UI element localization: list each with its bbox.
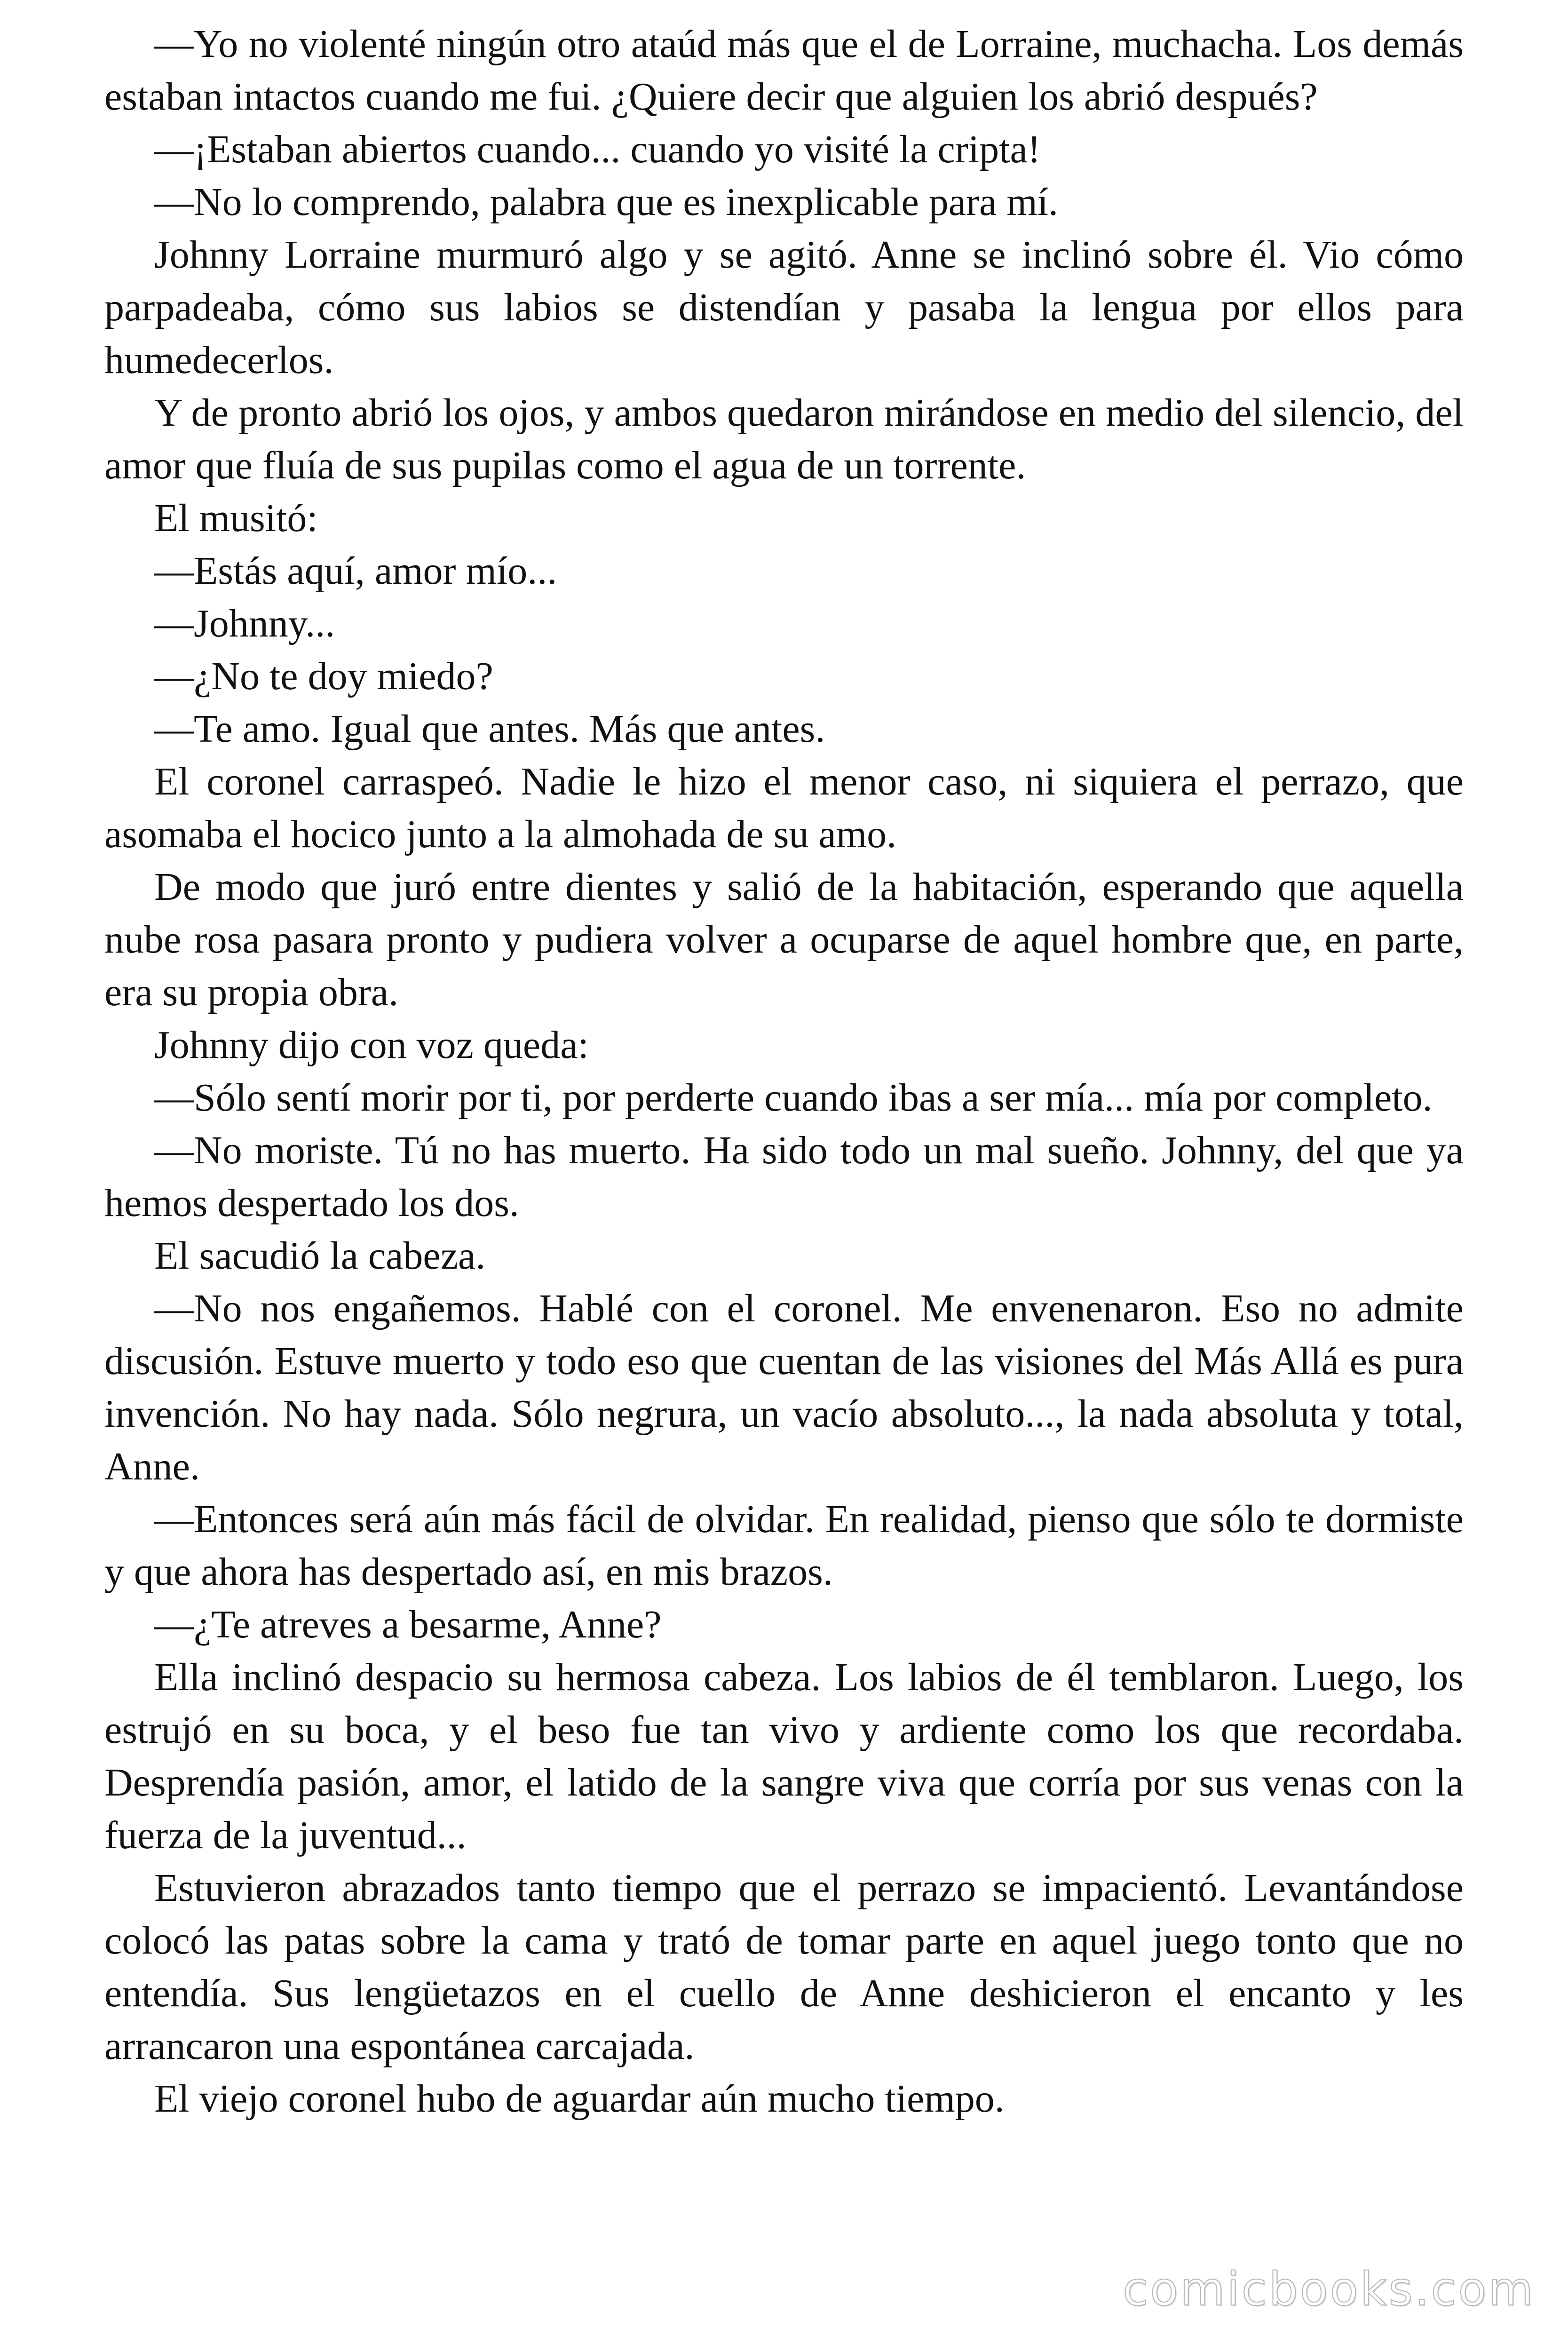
paragraph: —¡Estaban abiertos cuando... cuando yo visité la cripta! [154, 127, 1041, 171]
paragraph: El coronel carraspeó. Nadie le hizo el menor caso, ni siquiera el perrazo, que asomaba el hocico junto a la almohada de su amo. [104, 760, 1464, 856]
paragraph: El viejo coronel hubo de aguardar aún mucho tiempo. [154, 2077, 1005, 2121]
page-text [104, 18, 1464, 2125]
paragraph: —Te amo. Igual que antes. Más que antes. [154, 707, 825, 751]
watermark: comicbooks.com [1123, 2263, 1535, 2316]
paragraph: Johnny dijo con voz queda: [154, 1023, 589, 1067]
paragraph: Johnny Lorraine murmuró algo y se agitó. Anne se inclinó sobre él. Vio cómo parpadeaba, cómo sus labios se distendían y pasaba la lengua por ellos para humedecerlos. [104, 233, 1464, 382]
paragraph: Estuvieron abrazados tanto tiempo que el perrazo se impacientó. Levantándose colocó las patas sobre la cama y trató de tomar parte en aquel juego tonto que no entendía. Sus lengüetazos en el cuello de Anne deshicieron el encanto y les arrancaron una espontánea carcajada. [104, 1866, 1464, 2068]
paragraph: —No lo comprendo, palabra que es inexplicable para mí. [154, 180, 1058, 224]
paragraph: —¿No te doy miedo? [154, 654, 493, 698]
paragraph: El sacudió la cabeza. [154, 1234, 486, 1278]
paragraph: —¿Te atreves a besarme, Anne? [154, 1603, 662, 1646]
paragraph: Y de pronto abrió los ojos, y ambos quedaron mirándose en medio del silencio, del amor que fluía de sus pupilas como el agua de un torrente. [104, 391, 1464, 487]
paragraph: —No nos engañemos. Hablé con el coronel. Me envenenaron. Eso no admite discusión. Estuve muerto y todo eso que cuentan de las visiones del Más Allá es pura invención. No hay nada. Sólo negrura, un vacío absoluto..., la nada absoluta y total, Anne. [104, 1287, 1464, 1488]
paragraph: —Sólo sentí morir por ti, por perderte cuando ibas a ser mía... mía por completo. [154, 1076, 1433, 1120]
paragraph: —Yo no violenté ningún otro ataúd más que el de Lorraine, muchacha. Los demás estaban intactos cuando me fui. ¿Quiere decir que alguien los abrió después? [104, 22, 1464, 119]
paragraph: —Estás aquí, amor mío... [154, 549, 557, 593]
paragraph: —Johnny... [154, 602, 335, 645]
paragraph: —No moriste. Tú no has muerto. Ha sido todo un mal sueño. Johnny, del que ya hemos despertado los dos. [104, 1128, 1464, 1225]
paragraph: Ella inclinó despacio su hermosa cabeza. Los labios de él temblaron. Luego, los estrujó en su boca, y el beso fue tan vivo y ardiente como los que recordaba. Desprendía pasión, amor, el latido de la sangre viva que corría por sus venas con la fuerza de la juventud... [104, 1655, 1464, 1857]
paragraph: El musitó: [154, 496, 318, 540]
paragraph: —Entonces será aún más fácil de olvidar. En realidad, pienso que sólo te dormiste y que ahora has despertado así, en mis brazos. [104, 1497, 1464, 1594]
paragraph: De modo que juró entre dientes y salió de la habitación, esperando que aquella nube rosa pasara pronto y pudiera volver a ocuparse de aquel hombre que, en parte, era su propia obra. [104, 865, 1464, 1014]
